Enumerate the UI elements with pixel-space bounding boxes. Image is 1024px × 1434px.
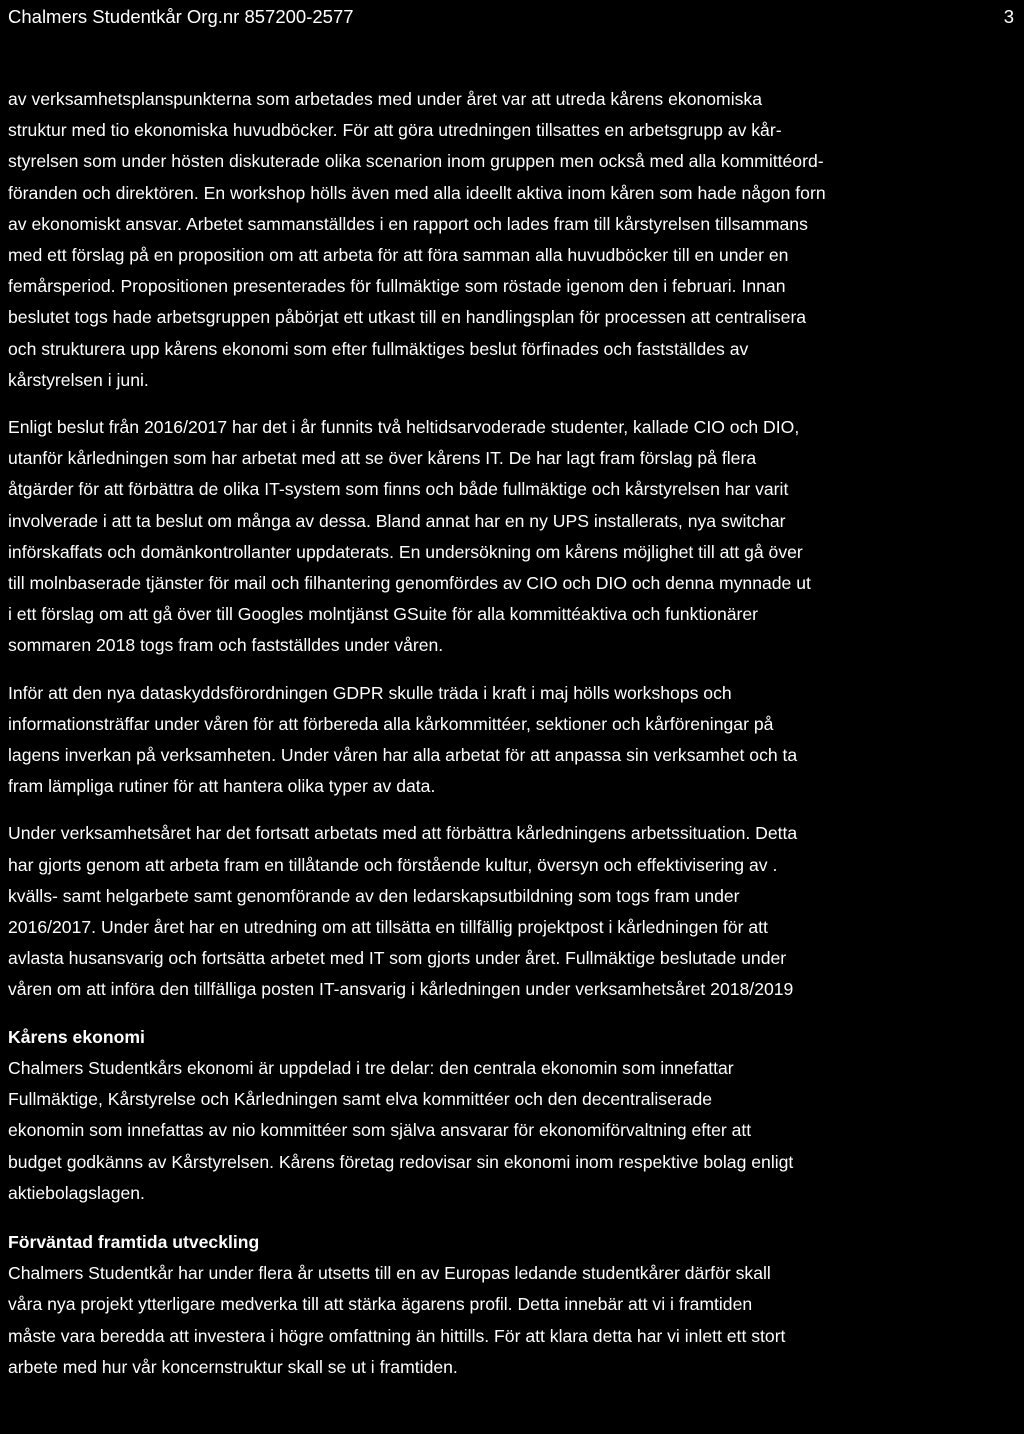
text-line: lagens inverkan på verksamheten. Under våren har alla arbetat för att anpassa sin verksamhet och ta [8,745,798,766]
text-line: våren om att införa den tillfälliga posten IT-ansvarig i kårledningen under verksamhetsåret 2018/2019 [8,979,794,1000]
text-line: av ekonomiskt ansvar. Arbetet sammanställdes i en rapport och lades fram till kårstyrelsen tillsammans [8,213,808,234]
text-line: avlasta husansvarig och fortsätta arbetet med IT som gjorts under året. Fullmäktige beslutade under [8,948,787,969]
page-header [8,4,1016,30]
text-line: ekonomin som innefattas av nio kommittéer som själva ansvarar för ekonomiförvaltning efter att [8,1120,752,1141]
section-spacer [8,1209,1008,1227]
text-line: femårsperiod. Propositionen presenterades för fullmäktige som röstade igenom den i februari. Innan [8,276,786,297]
paragraph-spacer [8,396,1008,412]
text-line: Inför att den nya dataskyddsförordningen GDPR skulle träda i kraft i maj hölls workshops och [8,682,732,703]
text-line: åtgärder för att förbättra de olika IT-system som finns och både fullmäktige och kårstyrelsen har varit [8,479,789,500]
text-line: fram lämpliga rutiner för att hantera olika typer av data. [8,776,436,797]
text-line: struktur med tio ekonomiska huvudböcker. För att göra utredningen tillsattes en arbetsgrupp av kår- [8,120,782,141]
text-line: införskaffats och domänkontrollanter uppdaterats. En undersökning om kårens möjlighet till att gå över [8,541,803,562]
text-line: informationsträffar under våren för att förbereda alla kårkommittéer, sektioner och kårföreningar på [8,713,774,734]
text-line: budget godkänns av Kårstyrelsen. Kårens företag redovisar sin ekonomi inom respektive bolag enligt [8,1151,794,1172]
text-line: Enligt beslut från 2016/2017 har det i år funnits två heltidsarvoderade studenter, kallade CIO och DIO, [8,417,800,438]
text-line: Chalmers Studentkårs ekonomi är uppdelad i tre delar: den centrala ekonomin som innefattar [8,1057,734,1078]
text-line: till molnbaserade tjänster för mail och filhantering genomfördes av CIO och DIO och denna mynnade ut [8,573,811,594]
text-line: aktiebolagslagen. [8,1182,145,1203]
text-line: arbete med hur vår koncernstruktur skall se ut i framtiden. [8,1356,458,1377]
text-line: involverade i att ta beslut om många av dessa. Bland annat har en ny UPS installerats, nya switchar [8,510,786,531]
text-line: kvälls- samt helgarbete samt genomförande av den ledarskapsutbildning som togs fram under [8,885,740,906]
paragraph-it-work [8,412,1008,662]
text-line: utanför kårledningen som har arbetat med att se över kårens IT. De har lagt fram förslag på flera [8,448,757,469]
text-line: föranden och direktören. En workshop hölls även med alla ideellt aktiva inom kåren som hade någon forn [8,182,826,203]
text-line: styrelsen som under hösten diskuterade olika scenarion inom gruppen men också med alla kommittéord- [8,151,824,172]
section-economy [8,1022,1008,1209]
text-line: sommaren 2018 togs fram och fastställdes under våren. [8,635,444,656]
text-line: våra nya projekt ytterligare medverka till att stärka ägarens profil. Detta innebär att vi i framtiden [8,1294,753,1315]
text-line: 2016/2017. Under året har en utredning om att tillsätta en tillfällig projektpost i kårledningen för att [8,917,768,938]
text-line: måste vara beredda att investera i högre omfattning än hittills. För att klara detta har vi inlett ett stort [8,1325,786,1346]
text-line: i ett förslag om att gå över till Googles molntjänst GSuite för alla kommittéaktiva och funktionärer [8,604,759,625]
text-line: och strukturera upp kårens ekonomi som efter fullmäktiges beslut förfinades och fastställdes av [8,338,749,359]
paragraph-spacer [8,662,1008,678]
paragraph-spacer [8,1006,1008,1022]
document-body [8,84,1008,1383]
section-heading: Kårens ekonomi [8,1026,145,1047]
organization-info: Chalmers Studentkår Org.nr 857200-2577 [8,6,354,27]
text-line: Chalmers Studentkår har under flera år utsetts till en av Europas ledande studentkårer därför skall [8,1263,771,1284]
text-line: Fullmäktige, Kårstyrelse och Kårledningen samt elva kommittéer och den decentraliserade [8,1089,713,1110]
section-heading: Förväntad framtida utveckling [8,1231,260,1252]
page-number: 3 [1003,6,1014,27]
paragraph-spacer [8,802,1008,818]
text-line: av verksamhetsplanspunkterna som arbetades med under året var att utreda kårens ekonomiska [8,89,762,109]
text-line: Under verksamhetsåret har det fortsatt arbetats med att förbättra kårledningens arbetssituation. Detta [8,823,798,844]
paragraph-gdpr [8,678,1008,803]
text-line: kårstyrelsen i juni. [8,369,149,390]
text-line: med ett förslag på en proposition om att arbeta för att föra samman alla huvudböcker till en under en [8,245,789,266]
paragraph-economic-structure [8,84,1008,396]
paragraph-working-situation [8,818,1008,1005]
text-line: beslutet togs hade arbetsgruppen påbörjat ett utkast till en handlingsplan för processen att centralisera [8,307,807,328]
section-future-development [8,1227,1008,1383]
text-line: har gjorts genom att arbeta fram en tillåtande och förstående kultur, översyn och effektivisering av . [8,854,778,875]
